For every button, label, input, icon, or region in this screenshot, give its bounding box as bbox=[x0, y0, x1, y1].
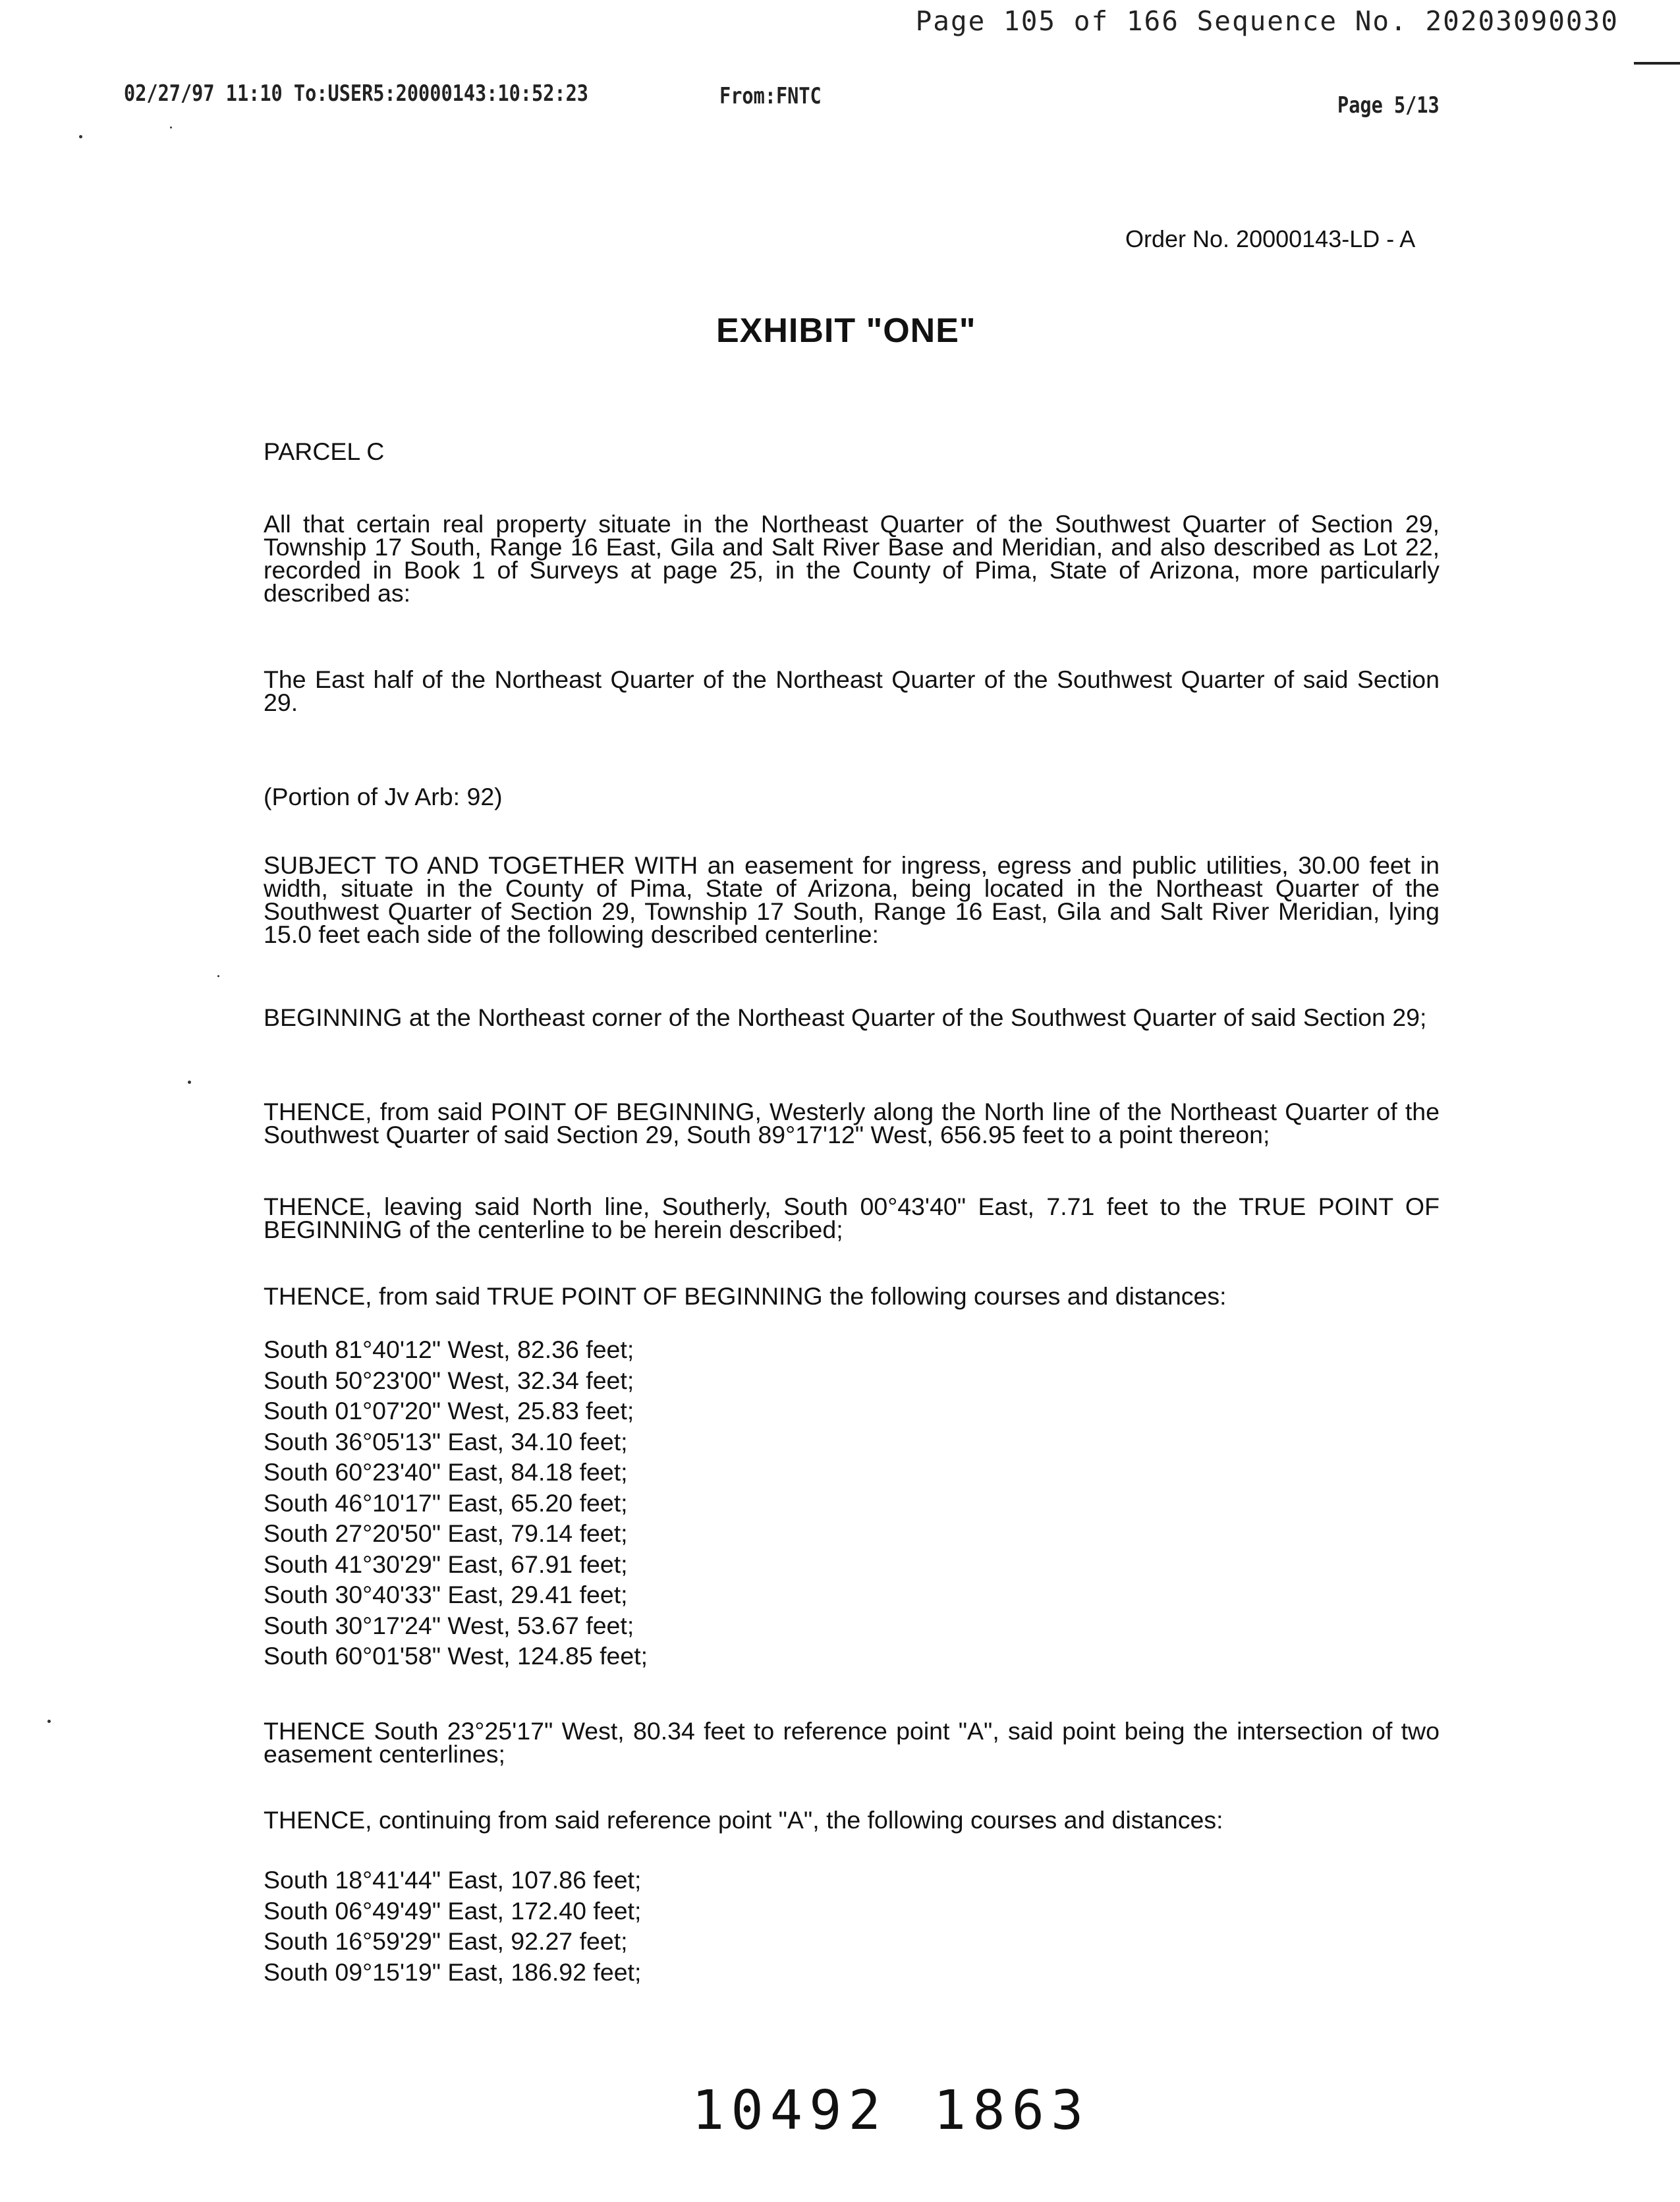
course-item: South 36°05'13" East, 34.10 feet; bbox=[264, 1427, 628, 1455]
scan-speck bbox=[79, 135, 82, 138]
easement-paragraph: SUBJECT TO AND TOGETHER WITH an easement for ingress, egress and public utilities, 30.00 feet in width, situate in the County of Pima, State of Arizona, being located in the Northeast Quarter of the Southwest Quarter of Section 29, Township 17 South, Range 16 East, Gila and Salt River Meridian, lying 15.0 feet each side of the following described centerline: bbox=[264, 851, 1440, 948]
courses-list-2 bbox=[264, 1865, 641, 1987]
property-description: All that certain real property situate in the Northeast Quarter of the Southwest Quarter of Section 29, Township 17 South, Range 16 East, Gila and Salt River Base and Meridian, and also described as Lot 22, recorded in Book 1 of Surveys at page 25, in the County of Pima, State of Arizona, more particularly described as: bbox=[264, 510, 1440, 607]
scan-speck bbox=[217, 975, 219, 977]
course-item: South 60°23'40" East, 84.18 feet; bbox=[264, 1458, 628, 1486]
parcel-description: The East half of the Northeast Quarter of the Northeast Quarter of the Southwest Quarter of said Section 29. bbox=[264, 665, 1440, 716]
course-item: South 01°07'20" West, 25.83 feet; bbox=[264, 1397, 634, 1425]
course-item: South 09°15'19" East, 186.92 feet; bbox=[264, 1958, 642, 1986]
reference-point-paragraph: THENCE South 23°25'17" West, 80.34 feet to reference point "A", said point being the intersection of two easement centerlines; bbox=[264, 1717, 1440, 1768]
scan-speck bbox=[170, 127, 172, 128]
continuing-courses-intro: THENCE, continuing from said reference point "A", the following courses and distances: bbox=[264, 1806, 1223, 1834]
course-item: South 27°20'50" East, 79.14 feet; bbox=[264, 1519, 628, 1547]
course-item: South 30°40'33" East, 29.41 feet; bbox=[264, 1581, 628, 1608]
sequence-header: Page 105 of 166 Sequence No. 20203090030 bbox=[915, 5, 1619, 37]
course-item: South 06°49'49" East, 172.40 feet; bbox=[264, 1896, 642, 1925]
portion-note: (Portion of Jv Arb: 92) bbox=[264, 783, 503, 810]
course-item: South 81°40'12" West, 82.36 feet; bbox=[264, 1336, 634, 1363]
course-item: South 46°10'17" East, 65.20 feet; bbox=[264, 1488, 628, 1517]
page-title: EXHIBIT "ONE" bbox=[716, 312, 976, 350]
courses-list-1 bbox=[264, 1334, 648, 1672]
course-item: South 18°41'44" East, 107.86 feet; bbox=[264, 1866, 642, 1894]
scan-speck bbox=[188, 1081, 191, 1084]
fax-page-count: Page 5/13 bbox=[1337, 92, 1440, 119]
recording-book-page bbox=[692, 2079, 1090, 2142]
book-number: 10492 bbox=[692, 2079, 887, 2142]
parcel-heading: PARCEL C bbox=[264, 438, 385, 465]
thence-southerly-paragraph: THENCE, leaving said North line, Southerly, South 00°43'40" East, 7.71 feet to the TRUE POINT OF BEGINNING of the centerline to be herein described; bbox=[264, 1193, 1440, 1243]
courses-intro-paragraph: THENCE, from said TRUE POINT OF BEGINNING the following courses and distances: bbox=[264, 1282, 1227, 1310]
thence-westerly-paragraph: THENCE, from said POINT OF BEGINNING, Westerly along the North line of the Northeast Quarter of the Southwest Quarter of said Section 29, South 89°17'12" West, 656.95 feet to a point thereon; bbox=[264, 1098, 1440, 1148]
course-item: South 41°30'29" East, 67.91 feet; bbox=[264, 1550, 628, 1578]
scan-speck bbox=[47, 1720, 51, 1723]
fax-transmission-line: 02/27/97 11:10 To:USER5:20000143:10:52:23 bbox=[124, 80, 588, 107]
fax-from: From:FNTC bbox=[719, 83, 822, 109]
course-item: South 30°17'24" West, 53.67 feet; bbox=[264, 1611, 634, 1639]
beginning-paragraph: BEGINNING at the Northeast corner of the Northeast Quarter of the Southwest Quarter of said Section 29; bbox=[264, 1003, 1427, 1031]
page-number: 1863 bbox=[933, 2079, 1090, 2142]
course-item: South 16°59'29" East, 92.27 feet; bbox=[264, 1927, 628, 1955]
header-rule-mark bbox=[1634, 62, 1680, 65]
course-item: South 50°23'00" West, 32.34 feet; bbox=[264, 1366, 634, 1394]
order-number: Order No. 20000143-LD - A bbox=[1125, 225, 1416, 252]
course-item: South 60°01'58" West, 124.85 feet; bbox=[264, 1642, 648, 1670]
